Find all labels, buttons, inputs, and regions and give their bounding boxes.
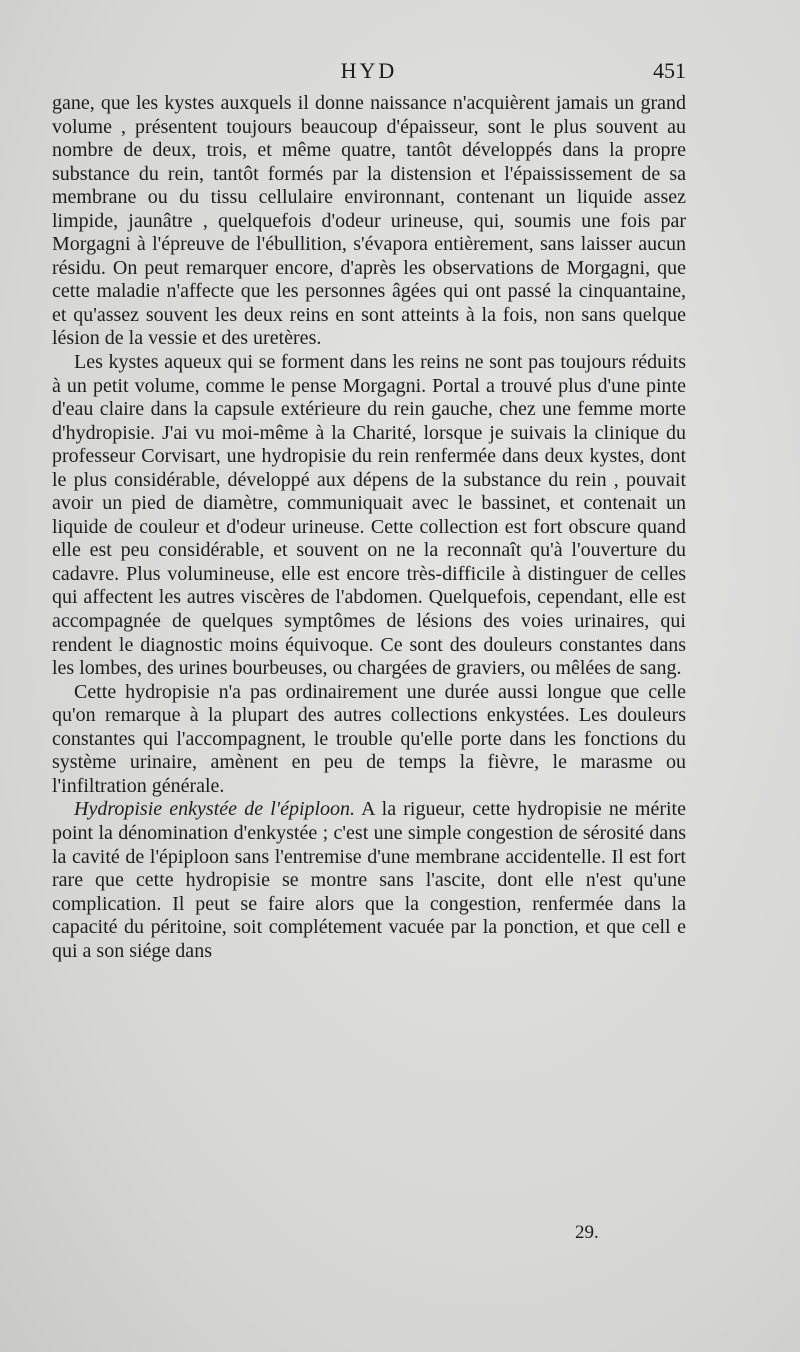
paragraph-kystes-aqueux: Les kystes aqueux qui se forment dans les reins ne sont pas toujours réduits à un petit volume, comme le pense Morgagni. Portal a trouvé plus d'une pinte d'eau claire dans la capsule extérieure du rein gauche, chez une femme morte d'hydropisie. J'ai vu moi-même à la Charité, lorsque je suivais la clinique du professeur Corvisart, une hydropisie du rein renfermée dans deux kystes, dont le plus considérable, développé aux dépens de la substance du rein , pouvait avoir un pied de diamètre, communiquait avec le bassinet, et contenait un liquide de couleur et d'odeur urineuse. Cette collection est fort obscure quand elle est peu considérable, et souvent on ne la reconnaît qu'à l'ouverture du cadavre. Plus volumineuse, elle est encore très-difficile à distinguer de celles qui affectent les autres viscères de l'abdomen. Quelquefois, cependant, elle est accompagnée de quelques symptômes de lésions des voies urinaires, qui rendent le diagnostic moins équivoque. Ce sont des douleurs constantes dans les lombes, des urines bourbeuses, ou chargées de graviers, ou mêlées de sang. [52,351,686,680]
paragraph-duree: Cette hydropisie n'a pas ordinairement une durée aussi longue que celle qu'on remarque à la plupart des autres collections enkystées. Les douleurs constantes qui l'accompagnent, le trouble qu'elle porte dans les fonctions du système urinaire, amènent en peu de temps la fièvre, le marasme ou l'infiltration générale. [52,680,686,797]
paragraph-epiploon [52,798,686,963]
running-head: HYD [340,58,398,83]
page-header [52,58,686,90]
paragraph-continuation: gane, que les kystes auxquels il donne naissance n'acquièrent jamais un grand volume , présentent toujours beaucoup d'épaisseur, sont le plus souvent au nombre de deux, trois, et même quatre, tantôt développés dans la propre substance du rein, tantôt formés par la distension et l'épaississement de sa membrane ou du tissu cellulaire environnant, contenant un liquide assez limpide, jaunâtre , quelquefois d'odeur urineuse, qui, soumis une fois par Morgagni à l'épreuve de l'ébullition, s'évapora entièrement, sans laisser aucun résidu. On peut remarquer encore, d'après les observations de Morgagni, que cette maladie n'affecte que les personnes âgées qui ont passé la cinquantaine, et qu'assez souvent les deux reins en sont atteints à la fois, non sans quelque lésion de la vessie et des uretères. [52,92,686,350]
page-number: 451 [653,58,686,83]
paragraph-epiploon-text: A la rigueur, cette hydropisie ne mérite point la dénomination d'enkystée ; c'est une simple congestion de sérosité dans la cavité de l'épiploon sans l'entremise d'une membrane accidentelle. Il est fort rare que cette hydropisie se montre sans l'ascite, dont elle n'est qu'une complication. Il peut se faire alors que la congestion, renfermée dans la capacité du péritoine, soit complétement vacuée par la ponction, et que cell e qui a son siége dans [52,798,686,962]
body-text [52,92,686,963]
signature-mark: 29. [575,1222,599,1243]
section-heading-epiploon: Hydropisie enkystée de l'épiploon. [74,798,356,821]
